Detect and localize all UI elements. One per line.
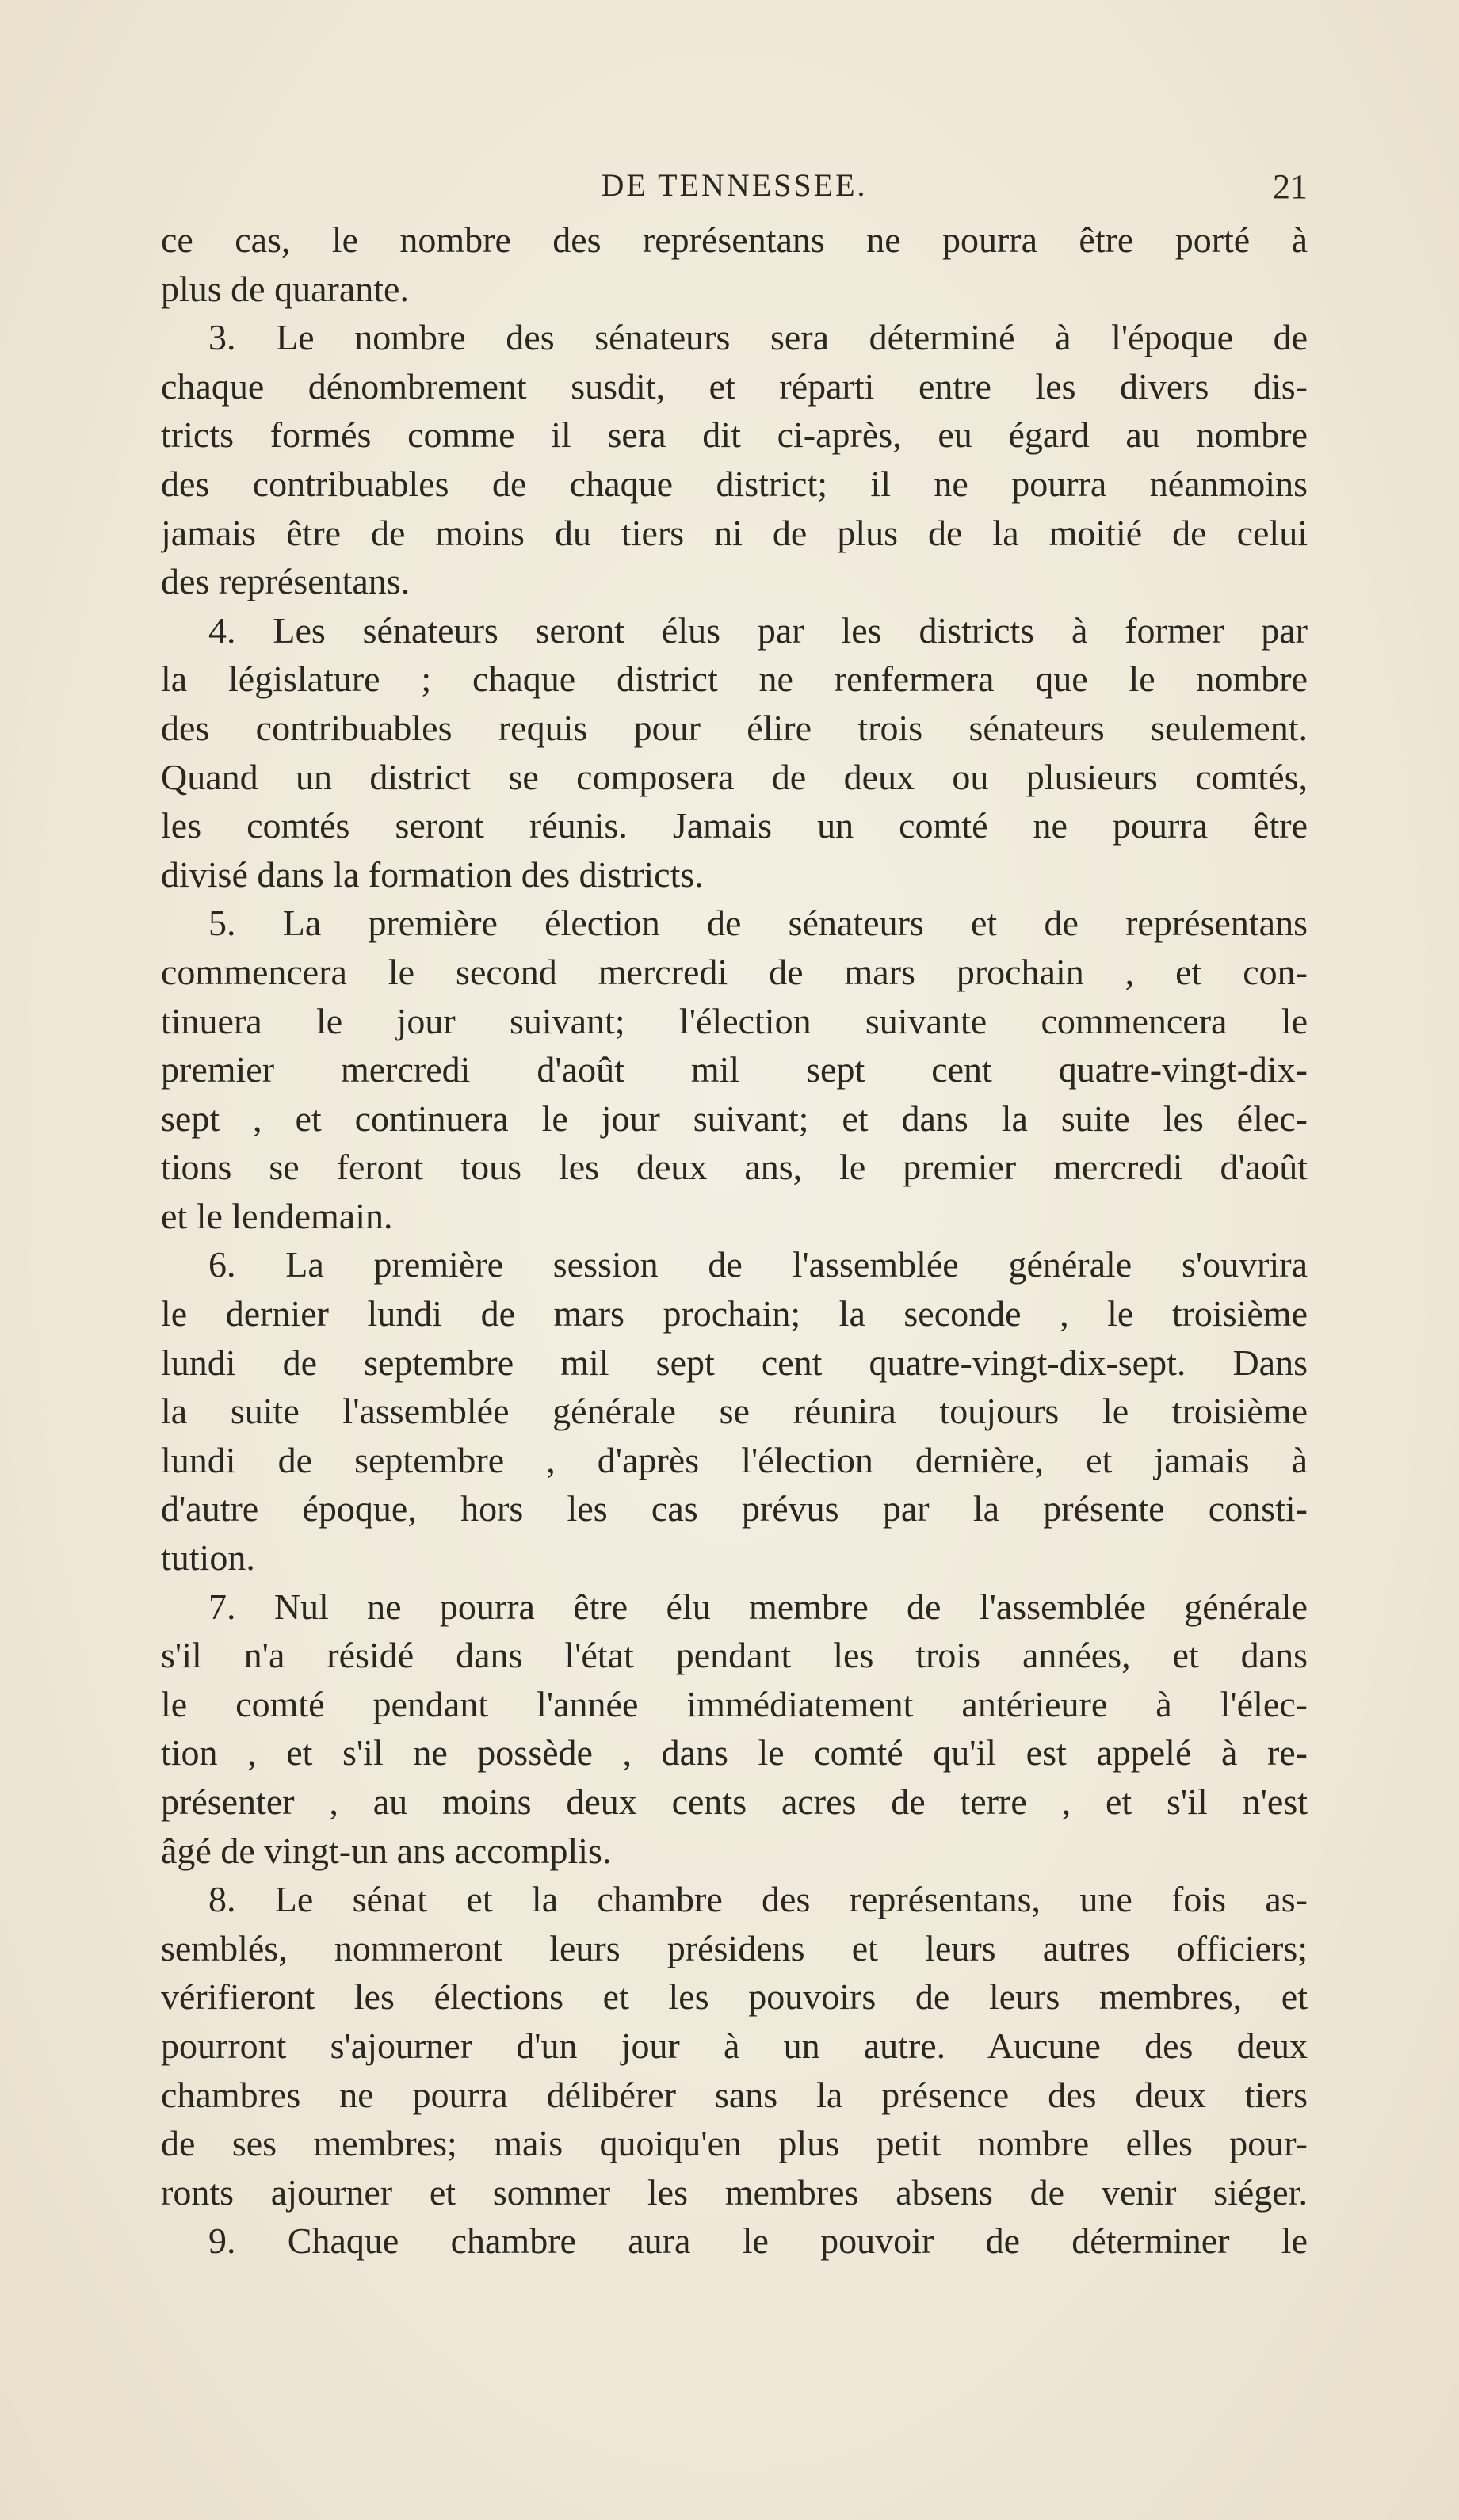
- text-line: tricts formés comme il sera dit ci-après, eu égard au nombre: [161, 414, 1308, 456]
- text-line: et le lendemain.: [161, 1195, 393, 1236]
- text-line: chambres ne pourra délibérer sans la présence des deux tiers: [161, 2074, 1308, 2115]
- text-line: 9. Chaque chambre aura le pouvoir de déterminer le: [208, 2220, 1308, 2262]
- text-line: commencera le second mercredi de mars prochain , et con-: [161, 951, 1308, 992]
- text-line: s'il n'a résidé dans l'état pendant les trois années, et dans: [161, 1635, 1308, 1676]
- text-line: des représentans.: [161, 561, 411, 602]
- text-line: 3. Le nombre des sénateurs sera déterminé à l'époque de: [208, 317, 1308, 358]
- text-line: lundi de septembre , d'après l'élection dernière, et jamais à: [161, 1439, 1308, 1480]
- page-header: [161, 166, 1308, 214]
- running-head: DE TENNESSEE.: [601, 167, 868, 203]
- text-line: semblés, nommeront leurs présidens et leurs autres officiers;: [161, 1927, 1308, 1968]
- text-line: vérifieront les élections et les pouvoirs de leurs membres, et: [161, 1976, 1308, 2018]
- text-line: âgé de vingt-un ans accomplis.: [161, 1830, 612, 1871]
- text-line: 7. Nul ne pourra être élu membre de l'assemblée générale: [208, 1586, 1308, 1627]
- text-line: premier mercredi d'août mil sept cent quatre-vingt-dix-: [161, 1049, 1308, 1090]
- text-line: des contribuables requis pour élire trois sénateurs seulement.: [161, 707, 1308, 748]
- body-text: [161, 216, 1308, 2266]
- text-line: jamais être de moins du tiers ni de plus de la moitié de celui: [161, 512, 1308, 553]
- text-line: le comté pendant l'année immédiatement antérieure à l'élec-: [161, 1683, 1308, 1724]
- text-line: Quand un district se composera de deux ou plusieurs comtés,: [161, 756, 1308, 797]
- text-line: tinuera le jour suivant; l'élection suivante commencera le: [161, 1000, 1308, 1041]
- text-line: tion , et s'il ne possède , dans le comté qu'il est appelé à re-: [161, 1732, 1308, 1774]
- text-line: sept , et continuera le jour suivant; et dans la suite les élec-: [161, 1098, 1308, 1139]
- text-line: présenter , au moins deux cents acres de terre , et s'il n'est: [161, 1781, 1308, 1822]
- text-line: la suite l'assemblée générale se réunira toujours le troisième: [161, 1391, 1308, 1432]
- text-line: 5. La première élection de sénateurs et de représentans: [208, 903, 1308, 944]
- text-line: plus de quarante.: [161, 268, 409, 309]
- text-line: ronts ajourner et sommer les membres absens de venir siéger.: [161, 2171, 1308, 2213]
- text-line: lundi de septembre mil sept cent quatre-vingt-dix-sept. Dans: [161, 1342, 1308, 1383]
- text-line: chaque dénombrement susdit, et réparti entre les divers dis-: [161, 365, 1308, 407]
- text-line: de ses membres; mais quoiqu'en plus petit nombre elles pour-: [161, 2123, 1308, 2164]
- text-line: ce cas, le nombre des représentans ne pourra être porté à: [161, 220, 1308, 260]
- text-line: pourront s'ajourner d'un jour à un autre. Aucune des deux: [161, 2025, 1308, 2066]
- text-line: le dernier lundi de mars prochain; la seconde , le troisième: [161, 1293, 1308, 1334]
- text-line: 4. Les sénateurs seront élus par les districts à former par: [208, 609, 1308, 651]
- text-line: tions se feront tous les deux ans, le premier mercredi d'août: [161, 1147, 1308, 1188]
- text-line: 8. Le sénat et la chambre des représentans, une fois as-: [208, 1879, 1308, 1920]
- text-line: d'autre époque, hors les cas prévus par la présente consti-: [161, 1488, 1308, 1529]
- text-line: divisé dans la formation des districts.: [161, 853, 704, 895]
- text-line: tution.: [161, 1537, 255, 1579]
- text-line: 6. La première session de l'assemblée générale s'ouvrira: [208, 1244, 1308, 1285]
- page-number: 21: [1273, 167, 1308, 206]
- text-line: des contribuables de chaque district; il ne pourra néanmoins: [161, 463, 1308, 504]
- text-line: la législature ; chaque district ne renfermera que le nombre: [161, 659, 1308, 700]
- text-line: les comtés seront réunis. Jamais un comté ne pourra être: [161, 805, 1308, 846]
